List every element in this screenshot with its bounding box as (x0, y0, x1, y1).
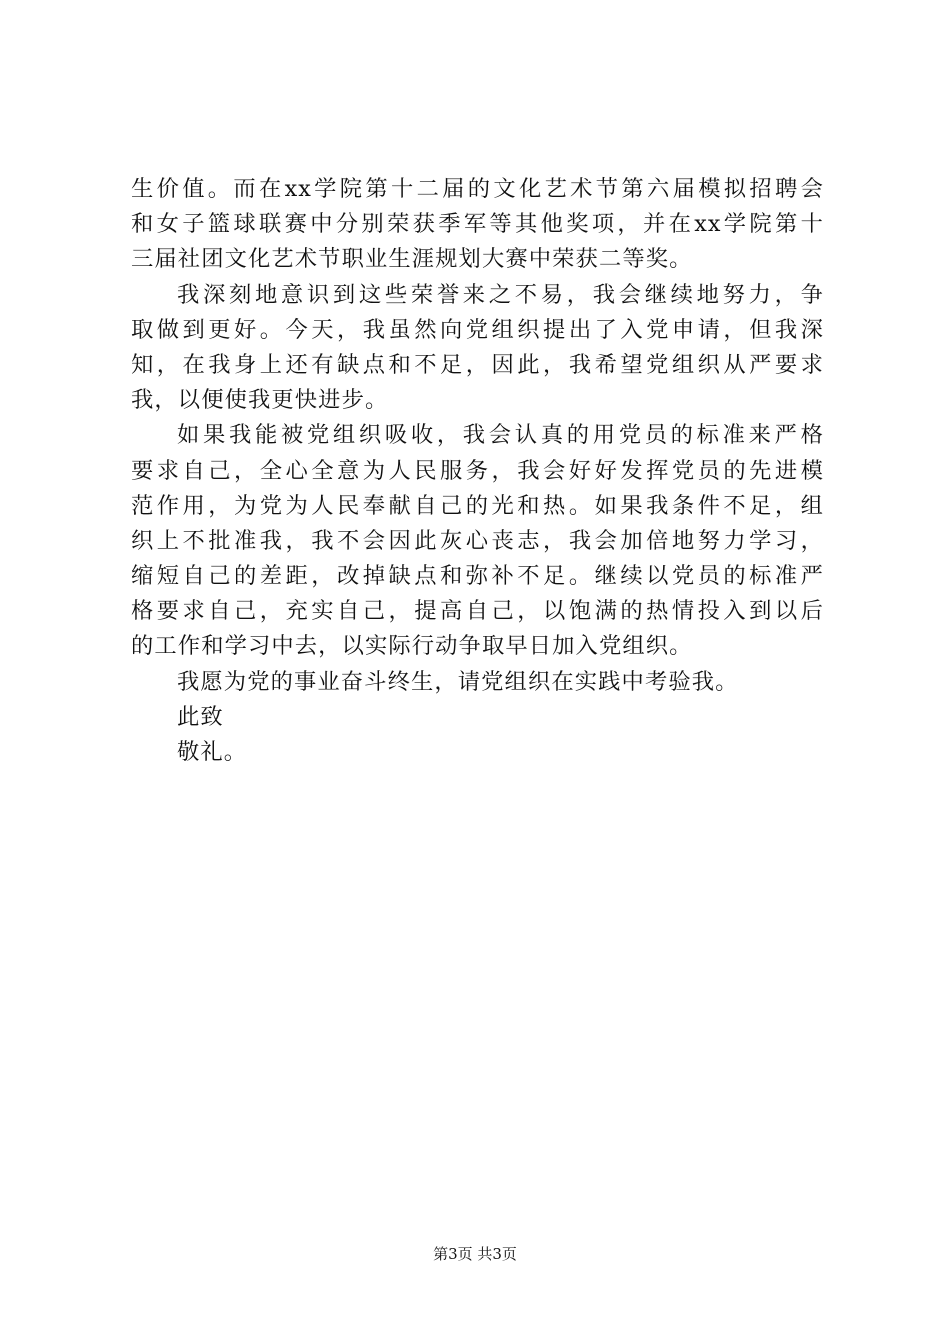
text-line: 如果我能被党组织吸收，我会认真的用党员的标准来严格 (177, 422, 824, 449)
text-line: 范作用，为党为人民奉献自己的光和热。如果我条件不足，组 (131, 492, 824, 519)
text-line: 我愿为党的事业奋斗终生，请党组织在实践中考验我。 (177, 668, 739, 695)
closing-regards: 敬礼。 (177, 739, 248, 765)
text-line: 和女子篮球联赛中分别荣获季军等其他奖项，并在xx学院第十 (131, 211, 824, 238)
letter-body (131, 172, 824, 770)
text-line: 知，在我身上还有缺点和不足，因此，我希望党组织从严要求 (131, 351, 824, 378)
closing-salutation: 此致 (177, 703, 224, 730)
text-line: 生价值。而在xx学院第十二届的文化艺术节第六届模拟招聘会 (131, 176, 824, 202)
text-line: 格要求自己，充实自己，提高自己，以饱满的热情投入到以后 (131, 598, 824, 625)
text-line: 织上不批准我，我不会因此灰心丧志，我会加倍地努力学习， (131, 527, 824, 554)
text-line: 三届社团文化艺术节职业生涯规划大赛中荣获二等奖。 (131, 246, 693, 273)
text-line: 要求自己，全心全意为人民服务，我会好好发挥党员的先进模 (131, 457, 824, 484)
text-line: 我，以便使我更快进步。 (131, 387, 389, 414)
page-number-footer: 第3页 共3页 (433, 1245, 517, 1263)
text-line: 缩短自己的差距，改掉缺点和弥补不足。继续以党员的标准严 (131, 563, 824, 590)
text-line: 我深刻地意识到这些荣誉来之不易，我会继续地努力，争 (177, 281, 824, 308)
text-line: 的工作和学习中去，以实际行动争取早日加入党组织。 (131, 633, 693, 660)
text-line: 取做到更好。今天，我虽然向党组织提出了入党申请，但我深 (131, 316, 824, 343)
